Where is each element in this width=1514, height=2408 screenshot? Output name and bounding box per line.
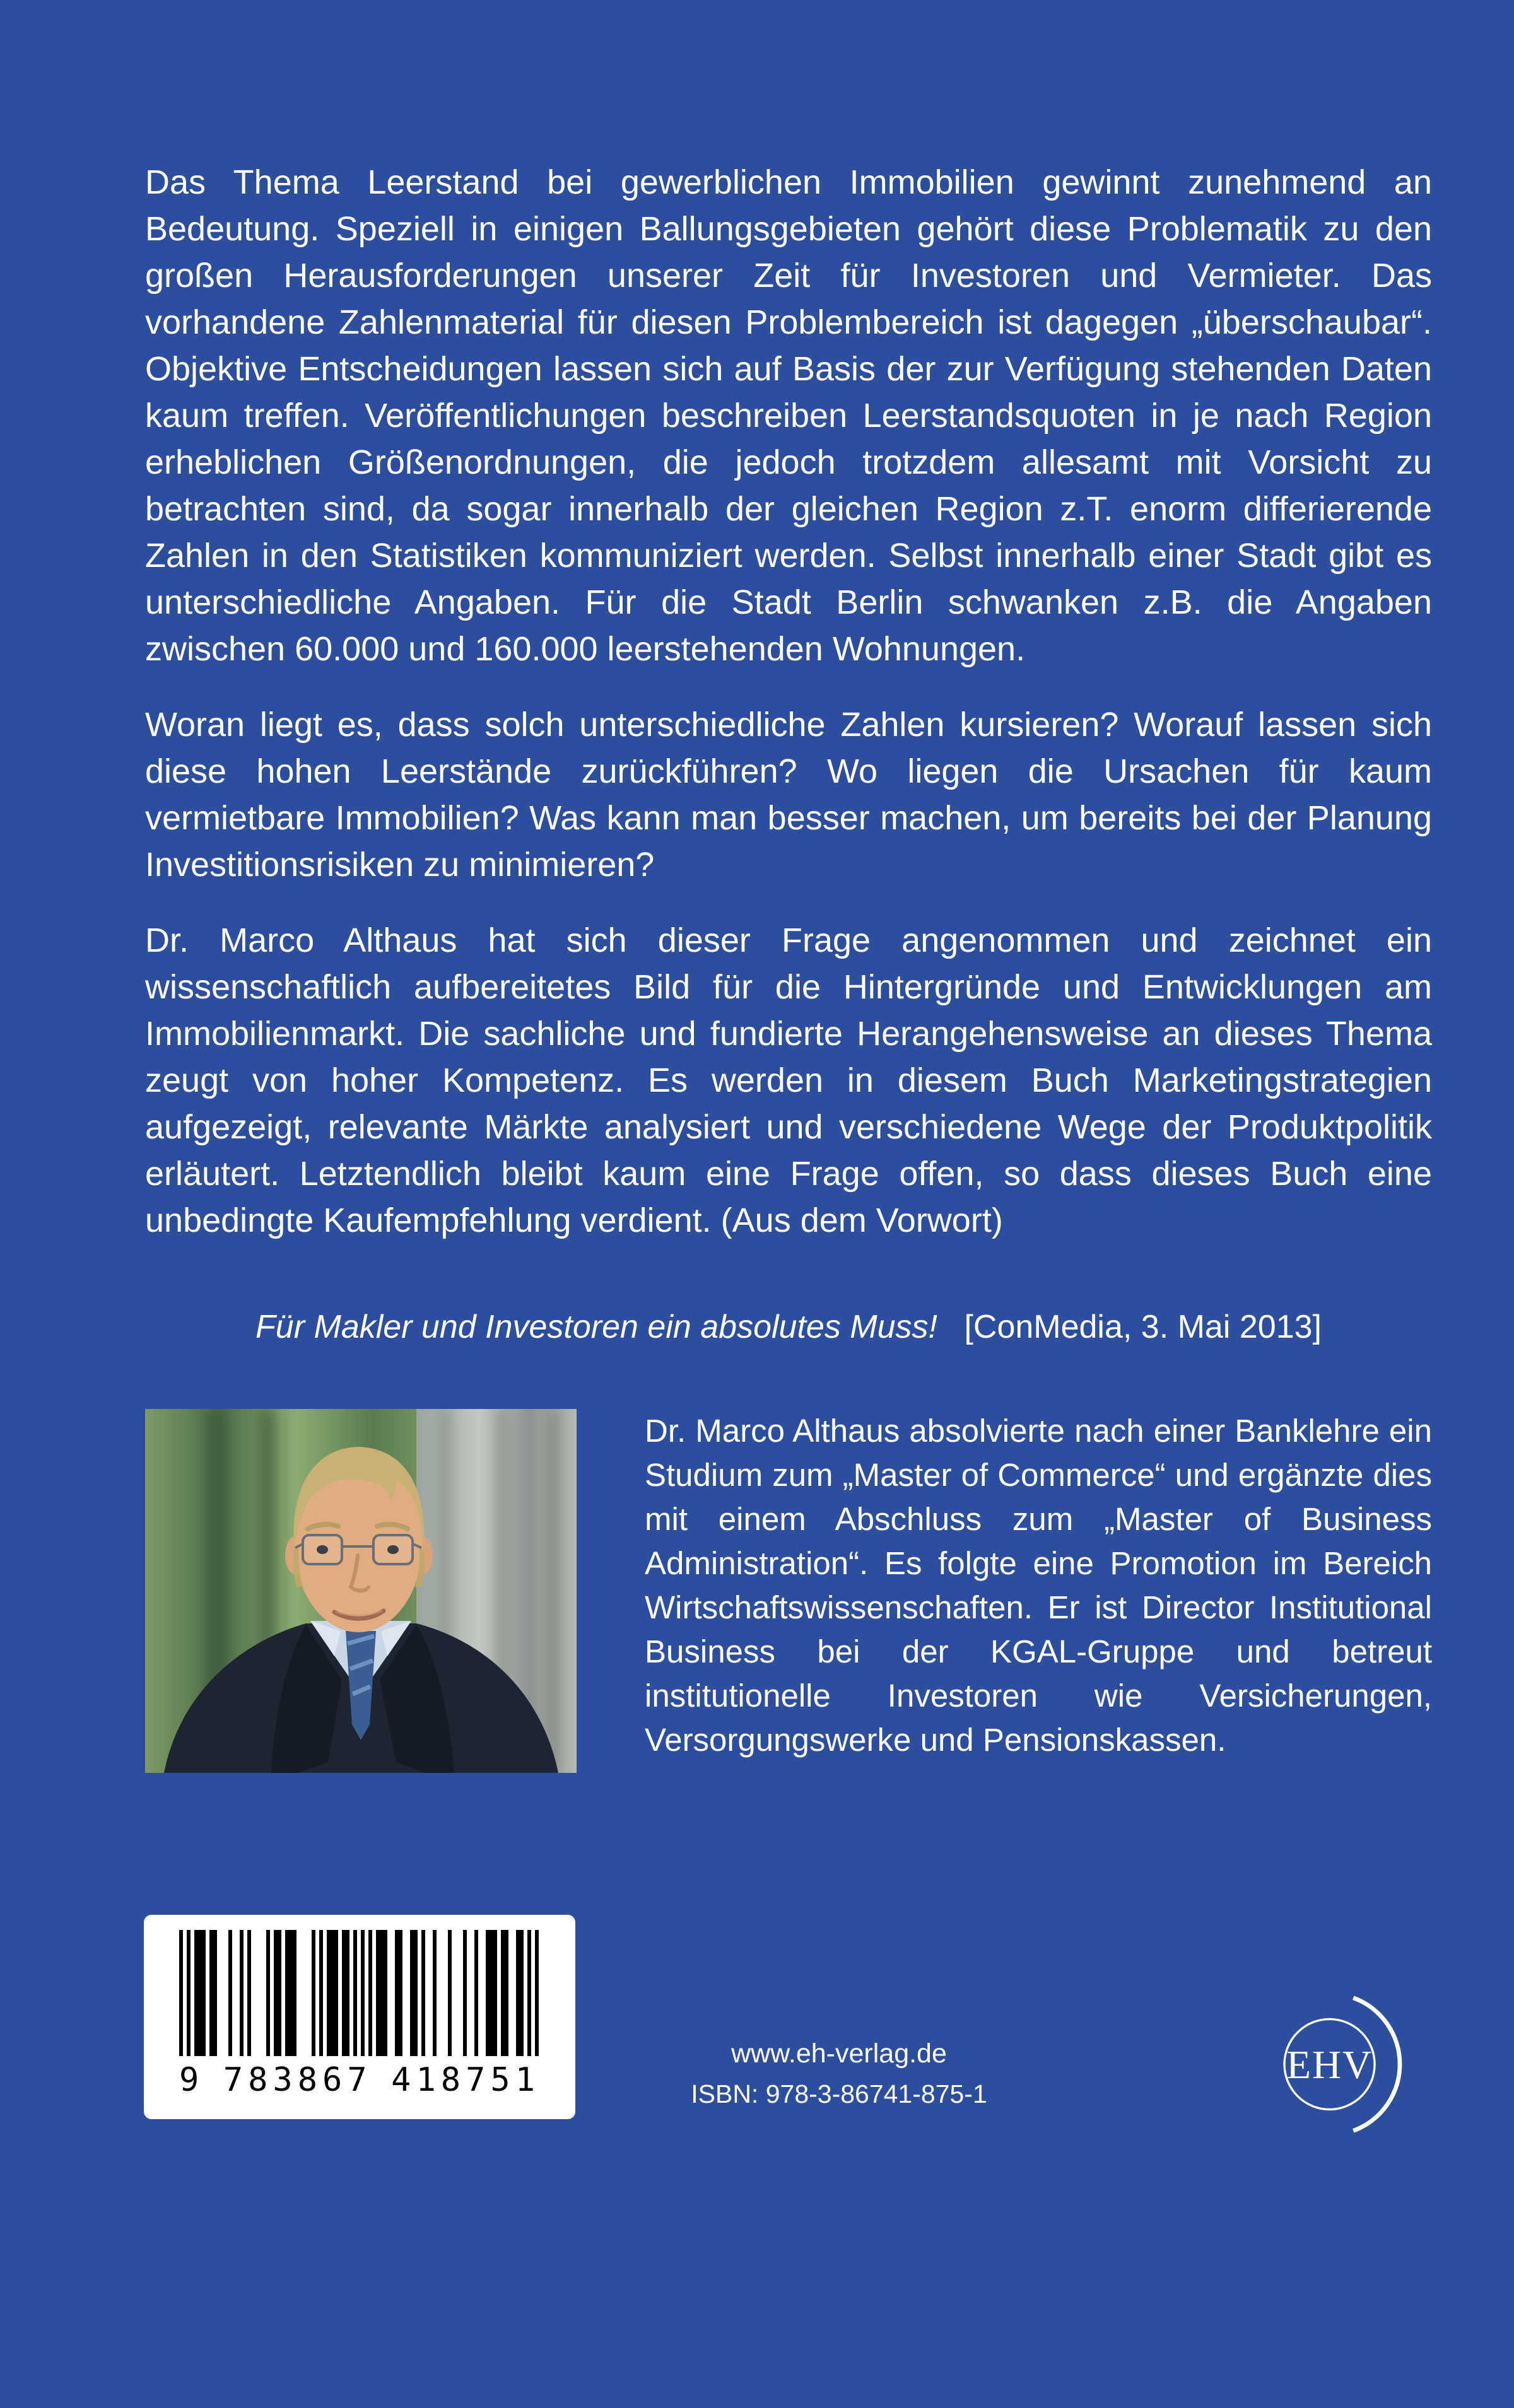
press-quote bbox=[145, 1304, 1432, 1350]
barcode-digit-lead: 9 bbox=[179, 2061, 204, 2099]
barcode-bars bbox=[179, 1930, 540, 2056]
author-bio: Dr. Marco Althaus absolvierte nach einer Banklehre ein Studium zum „Master of Commerce“ und ergänzte dies mit einem Abschluss zum „Master of Business Administration“. Es folgte eine Promotion im Bereich Wirtschaftswissenschaften. Er ist Director Institutional Business bei der KGAL-Gruppe und betreut institutionelle Investoren wie Versicherungen, Versorgungswerke und Pensionskassen. bbox=[645, 1413, 1432, 1758]
portrait-illustration bbox=[145, 1409, 577, 1773]
barcode-digit-group1: 783867 bbox=[223, 2061, 372, 2099]
ehv-logo-text: EHV bbox=[1286, 2042, 1373, 2088]
blurb-paragraph-3: Dr. Marco Althaus hat sich dieser Frage angenommen und zeichnet ein wissenschaftlich aufbereitetes Bild für die Hintergründe und Entwicklungen am Immobilienmarkt. Die sachliche und fundierte Herangehensweise an dieses Thema zeugt von hoher Kompetenz. Es werden in diesem Buch Marketingstrategien aufgezeigt, relevante Märkte analysiert und verschiedene Wege der Produktpolitik erläutert. Letztendlich bleibt kaum eine Frage offen, so dass dieses Buch eine unbedingte Kaufempfehlung verdient. (Aus dem Vorwort) bbox=[145, 921, 1432, 1239]
barcode-digits bbox=[179, 2061, 540, 2099]
publisher-logo bbox=[1267, 1985, 1413, 2143]
isbn-text: ISBN: 978-3-86741-875-1 bbox=[691, 2079, 987, 2108]
author-section bbox=[145, 1409, 1432, 1773]
author-photo bbox=[145, 1409, 577, 1773]
barcode-digit-group2: 418751 bbox=[391, 2061, 540, 2099]
blurb-paragraph-1: Das Thema Leerstand bei gewerblichen Immobilien gewinnt zunehmend an Bedeutung. Speziell in einigen Ballungsgebieten gehört diese Problematik zu den großen Herausforderungen unserer Zeit für Investoren und Vermieter. Das vorhandene Zahlenmaterial für diesen Problembereich ist dagegen „überschaubar“. Objektive Entscheidungen lassen sich auf Basis der zur Verfügung stehenden Daten kaum treffen. Veröffentlichungen beschreiben Leerstandsquoten in je nach Region erheblichen Größenordnungen, die jedoch trotzdem allesamt mit Vorsicht zu betrachten sind, da sogar innerhalb der gleichen Region z.T. enorm differierende Zahlen in den Statistiken kommuniziert werden. Selbst innerhalb einer Stadt gibt es unterschiedliche Angaben. Für die Stadt Berlin schwanken z.B. die Angaben zwischen 60.000 und 160.000 leerstehenden Wohnungen. bbox=[145, 163, 1432, 668]
content-column bbox=[145, 159, 1432, 1773]
press-quote-text: Für Makler und Investoren ein absolutes Muss! bbox=[255, 1309, 937, 1345]
publisher-footer bbox=[543, 2038, 1136, 2109]
ehv-logo-icon bbox=[1267, 1985, 1413, 2143]
website-url: www.eh-verlag.de bbox=[731, 2038, 947, 2069]
blurb-paragraph-2: Woran liegt es, dass solch unterschiedliche Zahlen kursieren? Worauf lassen sich diese hohen Leerstände zurückführen? Wo liegen die Ursachen für kaum vermietbare Immobilien? Was kann man besser machen, um bereits bei der Planung Investitionsrisiken zu minimieren? bbox=[145, 706, 1432, 884]
press-quote-source: [ConMedia, 3. Mai 2013] bbox=[964, 1309, 1322, 1345]
barcode bbox=[144, 1915, 575, 2119]
